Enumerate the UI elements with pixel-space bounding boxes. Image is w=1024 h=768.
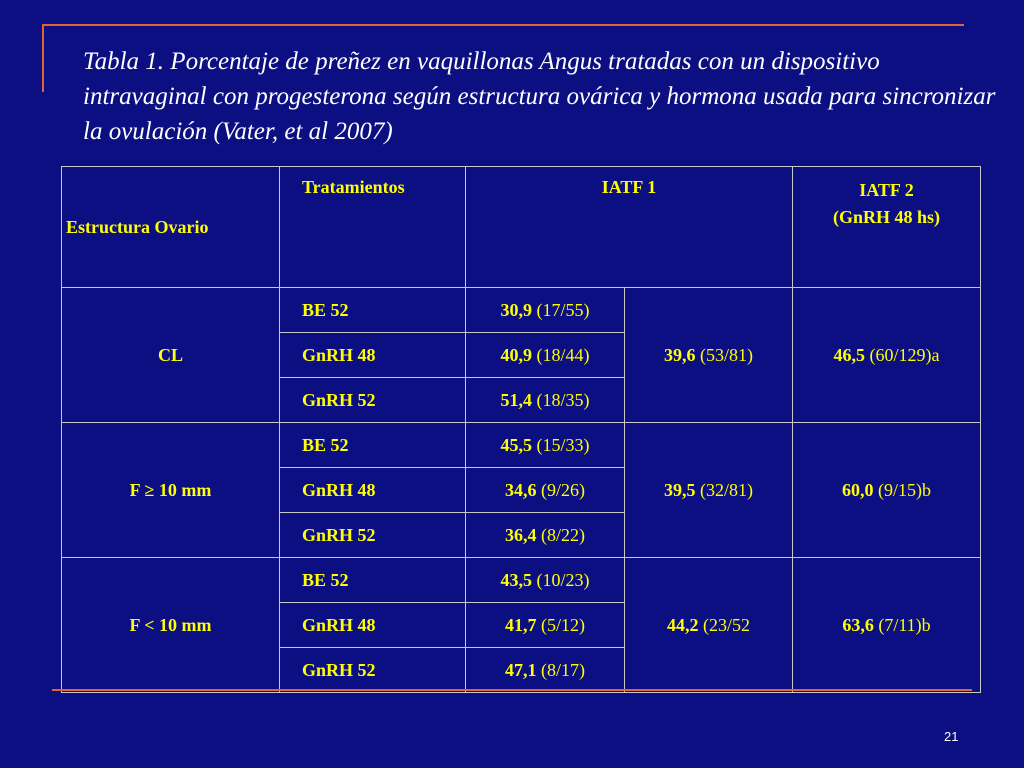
header-tratamientos: Tratamientos xyxy=(280,167,466,288)
treatment-cell: BE 52 xyxy=(280,423,466,468)
iatf1-frac: (17/55) xyxy=(532,299,590,320)
iatf1-total-pct: 39,5 xyxy=(664,479,696,500)
iatf1-total-frac: (32/81) xyxy=(695,479,753,500)
iatf2-cell xyxy=(793,288,981,423)
group-label-f-lt-10mm: F < 10 mm xyxy=(62,558,280,693)
treatment-cell: BE 52 xyxy=(280,288,466,333)
iatf1-frac: (8/17) xyxy=(536,659,585,680)
iatf2-pct: 60,0 xyxy=(842,479,874,500)
iatf1-pct: 45,5 xyxy=(500,434,532,455)
treatment-cell: GnRH 52 xyxy=(280,513,466,558)
iatf1-value-cell xyxy=(466,423,625,468)
table-row xyxy=(62,558,981,603)
iatf1-frac: (18/35) xyxy=(532,389,590,410)
iatf1-pct: 47,1 xyxy=(505,659,537,680)
header-estructura-ovario: Estructura Ovario xyxy=(62,167,280,288)
iatf1-pct: 43,5 xyxy=(500,569,532,590)
pregnancy-rate-table xyxy=(61,166,981,693)
iatf1-frac: (9/26) xyxy=(536,479,585,500)
iatf1-pct: 36,4 xyxy=(505,524,537,545)
iatf1-pct: 41,7 xyxy=(505,614,537,635)
table-header-row xyxy=(62,167,981,288)
iatf2-pct: 46,5 xyxy=(833,344,865,365)
header-iatf2 xyxy=(793,167,981,288)
group-label-f-ge-10mm: F ≥ 10 mm xyxy=(62,423,280,558)
iatf2-pct: 63,6 xyxy=(842,614,874,635)
iatf1-total-frac: (23/52 xyxy=(698,614,750,635)
treatment-cell: GnRH 48 xyxy=(280,468,466,513)
iatf1-frac: (8/22) xyxy=(536,524,585,545)
treatment-cell: BE 52 xyxy=(280,558,466,603)
iatf2-frac: (60/129)a xyxy=(865,344,940,365)
iatf1-frac: (5/12) xyxy=(536,614,585,635)
top-accent-line xyxy=(42,24,964,26)
iatf1-total-frac: (53/81) xyxy=(695,344,753,365)
iatf1-total-cell xyxy=(625,288,793,423)
iatf1-frac: (18/44) xyxy=(532,344,590,365)
iatf1-pct: 51,4 xyxy=(500,389,532,410)
iatf1-value-cell xyxy=(466,333,625,378)
iatf1-value-cell xyxy=(466,468,625,513)
header-iatf2-subtitle: (GnRH 48 hs) xyxy=(832,207,940,227)
iatf2-cell xyxy=(793,423,981,558)
iatf1-value-cell xyxy=(466,558,625,603)
iatf1-total-cell xyxy=(625,423,793,558)
iatf1-value-cell xyxy=(466,603,625,648)
table-row xyxy=(62,423,981,468)
treatment-cell: GnRH 52 xyxy=(280,648,466,693)
iatf1-value-cell xyxy=(466,288,625,333)
slide-title: Tabla 1. Porcentaje de preñez en vaquillonas Angus tratadas con un dispositivo intravaginal con progesterona según estructura ovárica y hormona usada para sincronizar la ovulación (Vater, et al 2007) xyxy=(83,48,996,145)
treatment-cell: GnRH 52 xyxy=(280,378,466,423)
iatf1-pct: 40,9 xyxy=(500,344,532,365)
iatf1-value-cell xyxy=(466,378,625,423)
iatf2-cell xyxy=(793,558,981,693)
iatf2-frac: (7/11)b xyxy=(873,614,931,635)
header-iatf2-title: IATF 2 xyxy=(859,180,914,200)
group-label-cl: CL xyxy=(62,288,280,423)
iatf1-pct: 30,9 xyxy=(500,299,532,320)
iatf1-total-pct: 39,6 xyxy=(664,344,696,365)
header-iatf1: IATF 1 xyxy=(466,167,793,288)
iatf1-frac: (10/23) xyxy=(532,569,590,590)
iatf1-value-cell xyxy=(466,513,625,558)
iatf2-frac: (9/15)b xyxy=(873,479,931,500)
iatf1-value-cell xyxy=(466,648,625,693)
iatf1-pct: 34,6 xyxy=(505,479,537,500)
bottom-accent-line xyxy=(52,689,972,691)
treatment-cell: GnRH 48 xyxy=(280,333,466,378)
iatf1-total-cell xyxy=(625,558,793,693)
iatf1-frac: (15/33) xyxy=(532,434,590,455)
treatment-cell: GnRH 48 xyxy=(280,603,466,648)
left-accent-line xyxy=(42,24,44,92)
table-row xyxy=(62,288,981,333)
iatf1-total-pct: 44,2 xyxy=(667,614,699,635)
page-number: 21 xyxy=(944,729,959,744)
